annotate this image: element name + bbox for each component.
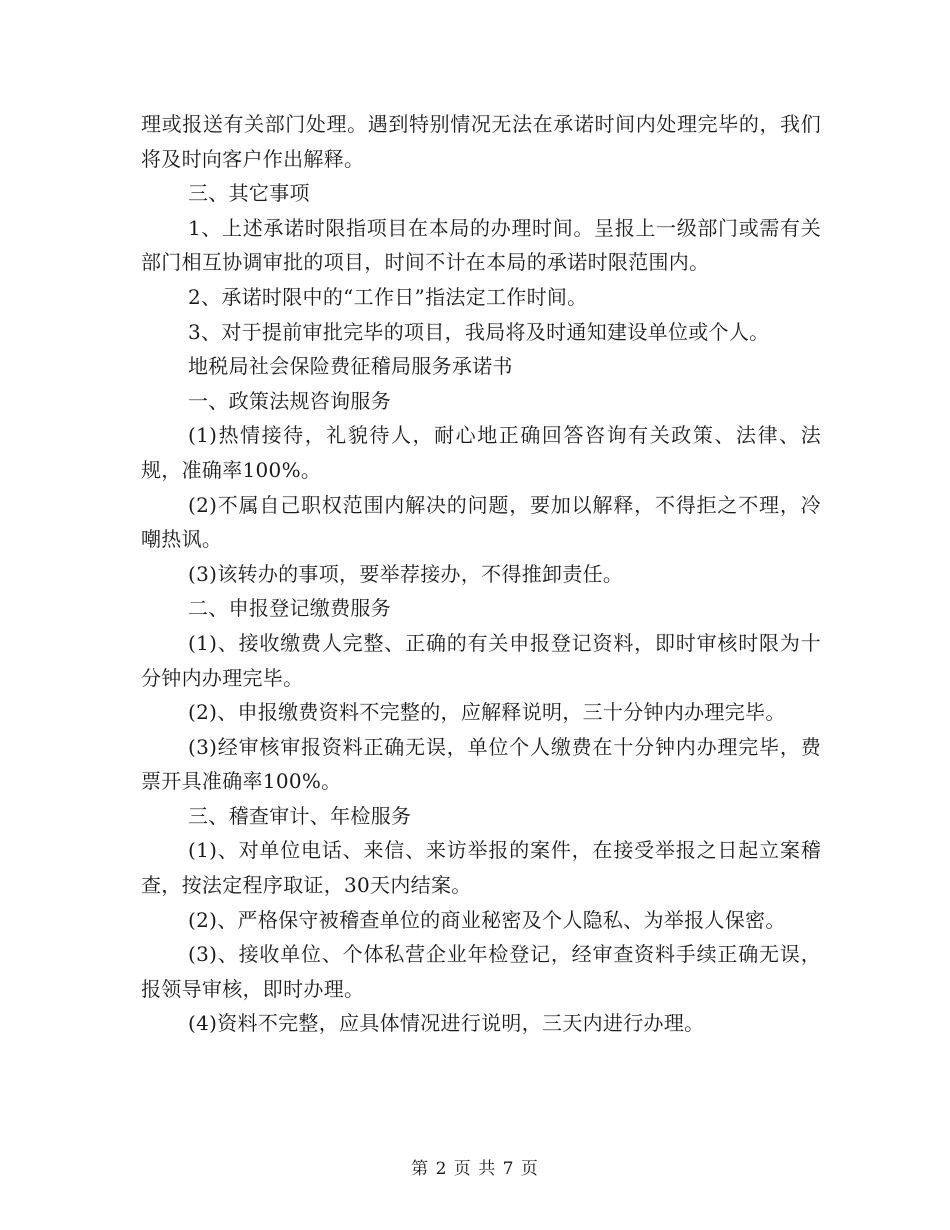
paragraph-policy-2: (2)不属自己职权范围内解决的问题，要加以解释，不得拒之不理，冷嘲热讽。 [141, 492, 821, 552]
paragraph-audit-2: (2)、严格保守被稽查单位的商业秘密及个人隐私、为举报人保密。 [188, 907, 786, 932]
section-heading-declaration-payment: 二、申报登记缴费服务 [188, 596, 391, 621]
paragraph-item-2: 2、承诺时限中的“工作日”指法定工作时间。 [188, 284, 588, 309]
paragraph-audit-4: (4)资料不完整，应具体情况进行说明，三天内进行办理。 [188, 1011, 705, 1036]
section-heading-policy-consulting: 一、政策法规咨询服务 [188, 388, 391, 413]
document-body [141, 107, 821, 1041]
paragraph-item-3: 3、对于提前审批完毕的项目，我局将及时通知建设单位或个人。 [188, 319, 770, 344]
paragraph-declaration-1: (1)、接收缴费人完整、正确的有关申报登记资料，即时审核时限为十分钟内办理完毕。 [141, 630, 821, 690]
paragraph-policy-1: (1)热情接待，礼貌待人，耐心地正确回答咨询有关政策、法律、法规，准确率100%。 [141, 423, 821, 482]
paragraph-declaration-3: (3)经审核审报资料正确无误，单位个人缴费在十分钟内办理完毕，费票开具准确率100%。 [141, 734, 821, 794]
page-number-footer: 第 2 页 共 7 页 [411, 1159, 539, 1179]
section-heading-other-matters: 三、其它事项 [188, 181, 310, 206]
paragraph-declaration-2: (2)、申报缴费资料不完整的，应解释说明，三十分钟内办理完毕。 [188, 700, 786, 725]
paragraph-policy-3: (3)该转办的事项，要举荐接办，不得推卸责任。 [188, 561, 624, 586]
document-title-service-commitment: 地税局社会保险费征稽局服务承诺书 [188, 354, 513, 379]
paragraph-audit-1: (1)、对单位电话、来信、来访举报的案件，在接受举报之日起立案稽查，按法定程序取证，30天内结案。 [141, 838, 821, 898]
paragraph-continuation: 理或报送有关部门处理。遇到特别情况无法在承诺时间内处理完毕的，我们将及时向客户作出解释。 [141, 112, 821, 171]
paragraph-audit-3: (3)、接收单位、个体私营企业年检登记，经审查资料手续正确无误，报领导审核，即时办理。 [141, 942, 821, 1001]
paragraph-item-1: 1、上述承诺时限指项目在本局的办理时间。呈报上一级部门或需有关部门相互协调审批的项目，时间不计在本局的承诺时限范围内。 [141, 215, 821, 275]
section-heading-audit-inspection: 三、稽查审计、年检服务 [188, 803, 412, 828]
